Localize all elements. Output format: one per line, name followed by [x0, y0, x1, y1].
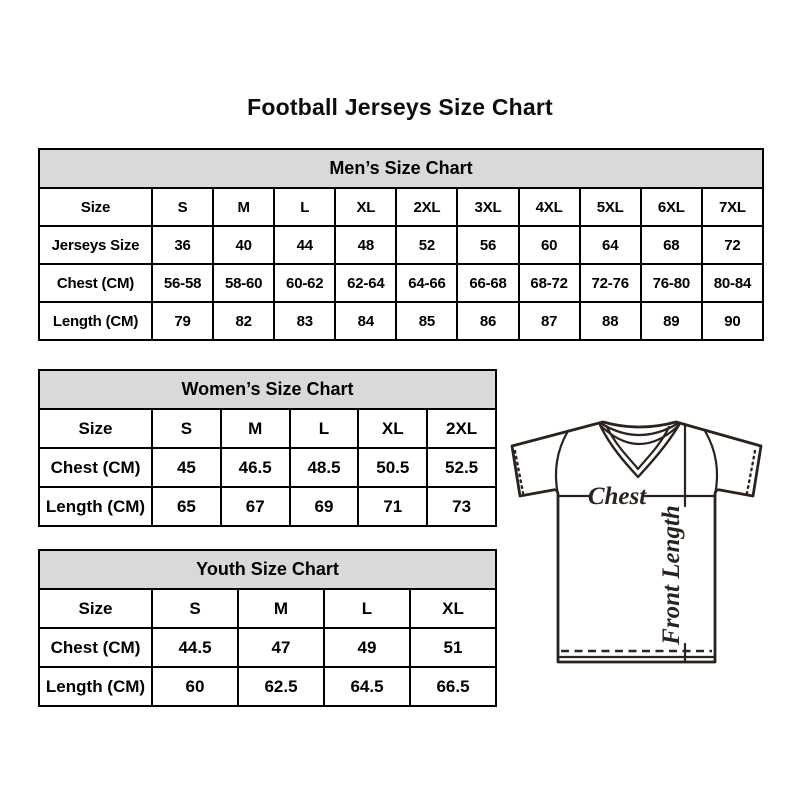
value-cell: 2XL — [427, 409, 496, 448]
value-cell: 84 — [335, 302, 396, 340]
value-cell: 56-58 — [152, 264, 213, 302]
front-length-label: Front Length — [658, 505, 685, 645]
value-cell: 65 — [152, 487, 221, 526]
value-cell: XL — [410, 589, 496, 628]
value-cell: 52.5 — [427, 448, 496, 487]
value-cell: 89 — [641, 302, 702, 340]
value-cell: 62.5 — [238, 667, 324, 706]
value-cell: S — [152, 589, 238, 628]
value-cell: 44.5 — [152, 628, 238, 667]
table-row — [39, 264, 763, 302]
value-cell: 60 — [519, 226, 580, 264]
value-cell: L — [290, 409, 359, 448]
table-title-row — [39, 149, 763, 188]
table-row — [39, 589, 496, 628]
youth-size-table — [38, 549, 497, 707]
value-cell: 60 — [152, 667, 238, 706]
table-row — [39, 409, 496, 448]
value-cell: 87 — [519, 302, 580, 340]
table-title-row — [39, 550, 496, 589]
value-cell: 2XL — [396, 188, 457, 226]
table-title: Women’s Size Chart — [39, 370, 496, 409]
value-cell: L — [324, 589, 410, 628]
value-cell: 82 — [213, 302, 274, 340]
value-cell: 85 — [396, 302, 457, 340]
value-cell: L — [274, 188, 335, 226]
row-label-cell: Chest (CM) — [39, 628, 152, 667]
row-label-cell: Jerseys Size — [39, 226, 152, 264]
value-cell: 66.5 — [410, 667, 496, 706]
value-cell: 68-72 — [519, 264, 580, 302]
value-cell: M — [238, 589, 324, 628]
value-cell: 72-76 — [580, 264, 641, 302]
value-cell: 72 — [702, 226, 763, 264]
value-cell: 6XL — [641, 188, 702, 226]
row-label-cell: Length (CM) — [39, 487, 152, 526]
row-label-cell: Size — [39, 188, 152, 226]
value-cell: 88 — [580, 302, 641, 340]
value-cell: 73 — [427, 487, 496, 526]
value-cell: 90 — [702, 302, 763, 340]
row-label-cell: Chest (CM) — [39, 448, 152, 487]
value-cell: M — [221, 409, 290, 448]
value-cell: 50.5 — [358, 448, 427, 487]
value-cell: 86 — [457, 302, 518, 340]
value-cell: 64-66 — [396, 264, 457, 302]
value-cell: 36 — [152, 226, 213, 264]
row-label-cell: Size — [39, 409, 152, 448]
value-cell: 5XL — [580, 188, 641, 226]
value-cell: 48 — [335, 226, 396, 264]
womens-size-table — [38, 369, 497, 527]
table-row — [39, 302, 763, 340]
value-cell: 69 — [290, 487, 359, 526]
page-title: Football Jerseys Size Chart — [247, 94, 553, 120]
value-cell: 56 — [457, 226, 518, 264]
value-cell: 58-60 — [213, 264, 274, 302]
value-cell: 79 — [152, 302, 213, 340]
value-cell: 45 — [152, 448, 221, 487]
table-row — [39, 487, 496, 526]
value-cell: 67 — [221, 487, 290, 526]
row-label-cell: Length (CM) — [39, 667, 152, 706]
value-cell: M — [213, 188, 274, 226]
value-cell: 4XL — [519, 188, 580, 226]
table-row — [39, 448, 496, 487]
value-cell: XL — [358, 409, 427, 448]
mens-size-table — [38, 148, 764, 341]
value-cell: S — [152, 188, 213, 226]
value-cell: 7XL — [702, 188, 763, 226]
value-cell: 68 — [641, 226, 702, 264]
value-cell: 46.5 — [221, 448, 290, 487]
value-cell: 64 — [580, 226, 641, 264]
value-cell: 49 — [324, 628, 410, 667]
table-row — [39, 628, 496, 667]
value-cell: 51 — [410, 628, 496, 667]
table-title: Men’s Size Chart — [39, 149, 763, 188]
value-cell: 52 — [396, 226, 457, 264]
value-cell: 71 — [358, 487, 427, 526]
value-cell: 62-64 — [335, 264, 396, 302]
chest-label: Chest — [587, 483, 647, 510]
table-row — [39, 226, 763, 264]
value-cell: 44 — [274, 226, 335, 264]
table-row — [39, 188, 763, 226]
value-cell: 40 — [213, 226, 274, 264]
jersey-measurement-diagram — [495, 410, 775, 672]
row-label-cell: Length (CM) — [39, 302, 152, 340]
value-cell: XL — [335, 188, 396, 226]
value-cell: 48.5 — [290, 448, 359, 487]
value-cell: 64.5 — [324, 667, 410, 706]
value-cell: 83 — [274, 302, 335, 340]
value-cell: 3XL — [457, 188, 518, 226]
value-cell: 47 — [238, 628, 324, 667]
table-title: Youth Size Chart — [39, 550, 496, 589]
row-label-cell: Size — [39, 589, 152, 628]
value-cell: 66-68 — [457, 264, 518, 302]
row-label-cell: Chest (CM) — [39, 264, 152, 302]
table-title-row — [39, 370, 496, 409]
value-cell: 60-62 — [274, 264, 335, 302]
value-cell: S — [152, 409, 221, 448]
value-cell: 76-80 — [641, 264, 702, 302]
table-row — [39, 667, 496, 706]
value-cell: 80-84 — [702, 264, 763, 302]
jersey-outline — [512, 422, 761, 662]
